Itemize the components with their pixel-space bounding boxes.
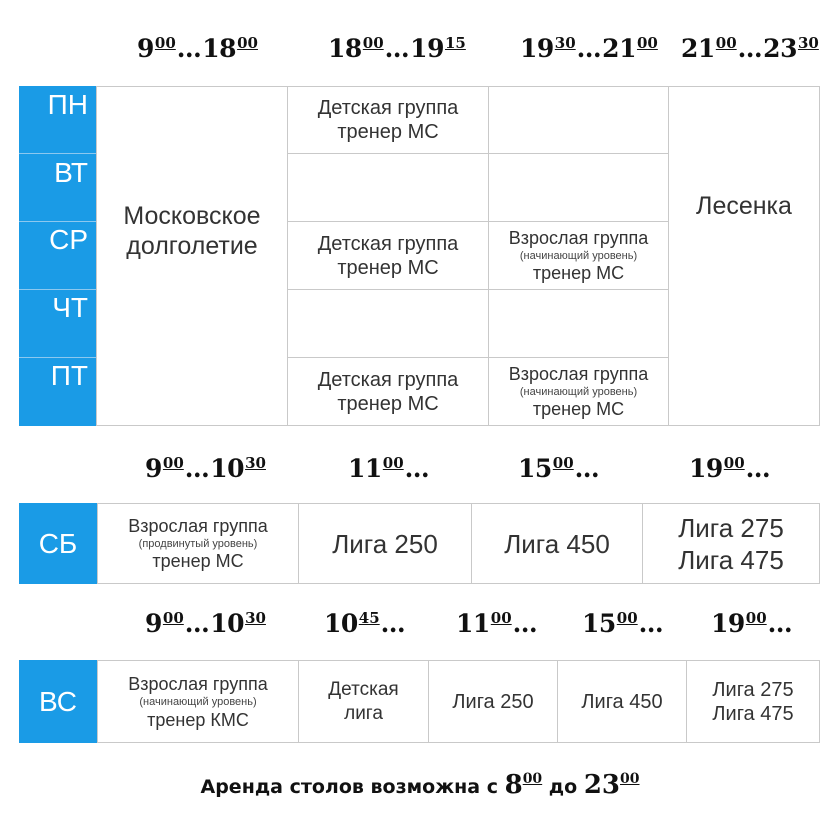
coach-label: тренер МС xyxy=(337,256,439,279)
day-fri: ПТ xyxy=(19,357,96,426)
level-label: (продвинутый уровень) xyxy=(138,537,258,550)
coach-label: тренер МС xyxy=(152,550,244,571)
cell-liga-250-sun xyxy=(428,660,558,743)
liga-label: Лига 475 xyxy=(712,702,794,725)
cell-liga-275-475-sun xyxy=(686,660,820,743)
time-header-sun-2: $10^{45}\dots$ xyxy=(324,609,406,638)
day-divider xyxy=(19,153,96,154)
kids-league-line1: Детская xyxy=(328,678,399,700)
cell-kids-league-sun xyxy=(298,660,429,743)
rental-to-text: до xyxy=(548,776,578,798)
time-header-wd-3: $19^{30}\dots 21^{00}$ xyxy=(520,34,658,63)
cell-kids-mon xyxy=(287,86,489,154)
time-header-sat-3: $15^{00}\dots$ xyxy=(518,454,600,483)
coach-label: тренер МС xyxy=(532,398,625,419)
cell-empty xyxy=(287,153,489,222)
cell-liga-275-475-sat xyxy=(642,503,820,584)
kids-group-label: Детская группа xyxy=(317,368,459,391)
adult-group-label: Взрослая группа xyxy=(128,515,268,536)
day-sun: ВС xyxy=(19,660,97,743)
time-header-sun-5: $19^{00}\dots$ xyxy=(711,609,793,638)
liga-label: Лига 450 xyxy=(504,528,610,559)
coach-label: тренер МС xyxy=(337,392,439,415)
cell-empty xyxy=(488,86,669,154)
lesenka-label: Лесенка xyxy=(696,192,792,220)
day-divider xyxy=(19,357,96,358)
day-wed: СР xyxy=(19,221,96,289)
level-label: (начинающий уровень) xyxy=(519,249,638,262)
cell-liga-250-sat xyxy=(298,503,472,584)
liga-label: Лига 250 xyxy=(332,528,438,559)
day-tue: ВТ xyxy=(19,154,96,221)
day-divider xyxy=(19,289,96,290)
day-divider xyxy=(19,221,96,222)
rental-text: Аренда столов возможна с xyxy=(200,776,498,798)
liga-label: Лига 450 xyxy=(581,690,663,713)
level-label: (начинающий уровень) xyxy=(139,695,257,708)
moscow-line2: долголетие xyxy=(126,232,258,260)
day-thu: ЧТ xyxy=(19,289,96,357)
time-header-wd-4: $21^{00}\dots 23^{30}$ xyxy=(681,34,819,63)
table-rental-note xyxy=(0,770,840,800)
cell-liga-450-sun xyxy=(557,660,687,743)
cell-adult-wed xyxy=(488,221,669,290)
time-header-sun-1: $9^{00}\dots 10^{30}$ xyxy=(145,609,266,638)
liga-label: Лига 475 xyxy=(678,544,784,575)
moscow-line1: Московское xyxy=(123,202,261,230)
kids-group-label: Детская группа xyxy=(317,97,459,119)
time-header-sun-4: $15^{00}\dots$ xyxy=(582,609,664,638)
adult-group-label: Взрослая группа xyxy=(508,363,649,384)
day-mon: ПН xyxy=(19,86,96,154)
coach-label: тренер МС xyxy=(337,121,439,143)
cell-empty xyxy=(488,153,669,222)
adult-group-label: Взрослая группа xyxy=(508,227,649,248)
time-header-sun-3: $11^{00}\dots$ xyxy=(456,609,538,638)
time-header-sat-4: $19^{00}\dots$ xyxy=(689,454,771,483)
time-header-sat-2: $11^{00}\dots$ xyxy=(348,454,430,483)
kids-league-line2: лига xyxy=(344,702,383,724)
kids-group-label: Детская группа xyxy=(317,232,459,255)
cell-kids-fri xyxy=(287,357,489,426)
cell-adult-fri xyxy=(488,357,669,426)
cell-adult-sun xyxy=(97,660,299,743)
coach-label: тренер МС xyxy=(532,262,625,283)
adult-group-label: Взрослая группа xyxy=(128,673,268,694)
cell-moscow-longevity xyxy=(96,86,288,426)
cell-kids-wed xyxy=(287,221,489,290)
liga-label: Лига 250 xyxy=(452,690,534,713)
rental-to-time: $23^{00}$ xyxy=(583,770,640,800)
liga-label: Лига 275 xyxy=(712,678,794,701)
coach-label: тренер КМС xyxy=(147,709,249,730)
cell-adult-sat xyxy=(97,503,299,584)
cell-empty xyxy=(287,289,489,358)
day-sat: СБ xyxy=(19,503,97,584)
cell-empty xyxy=(488,289,669,358)
time-header-wd-2: $18^{00}\dots 19^{15}$ xyxy=(328,34,466,63)
liga-label: Лига 275 xyxy=(678,512,784,543)
time-header-sat-1: $9^{00}\dots 10^{30}$ xyxy=(145,454,266,483)
time-header-wd-1: $9^{00}\dots 18^{00}$ xyxy=(137,34,258,63)
cell-liga-450-sat xyxy=(471,503,643,584)
cell-lesenka xyxy=(668,86,820,426)
level-label: (начинающий уровень) xyxy=(519,385,638,398)
rental-from-time: $8^{00}$ xyxy=(504,770,543,800)
